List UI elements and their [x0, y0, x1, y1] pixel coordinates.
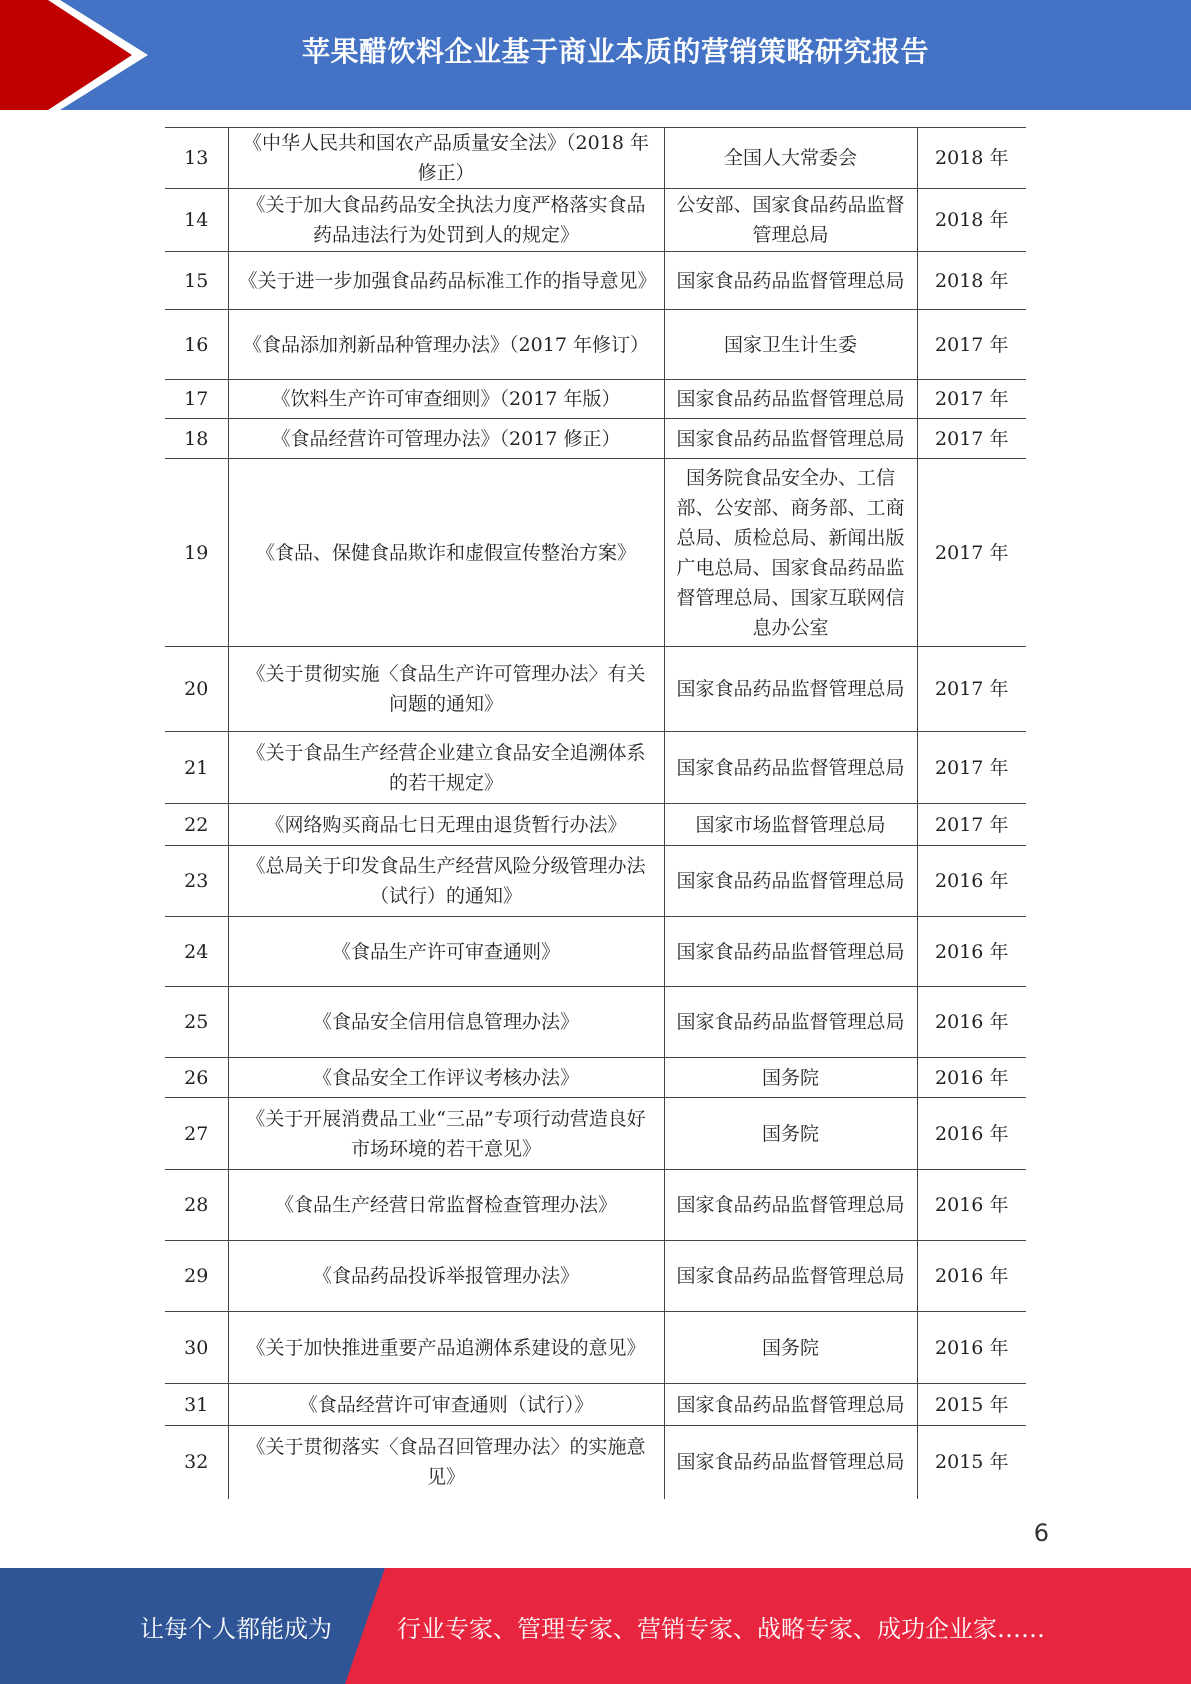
regulations-table-body [165, 128, 1026, 1499]
table-row [165, 1426, 1026, 1499]
table-row [165, 1384, 1026, 1426]
row-number: 15 [165, 252, 228, 310]
issue-year: 2016 年 [917, 846, 1026, 917]
issuing-authority: 国家食品药品监督管理总局 [664, 1426, 917, 1499]
issue-year: 2016 年 [917, 1312, 1026, 1384]
regulation-name: 《食品、保健食品欺诈和虚假宣传整治方案》 [228, 459, 664, 647]
regulation-name: 《食品生产经营日常监督检查管理办法》 [228, 1170, 664, 1241]
row-number: 20 [165, 647, 228, 732]
row-number: 17 [165, 380, 228, 419]
issue-year: 2018 年 [917, 189, 1026, 252]
footer-slogan-right: 行业专家、管理专家、营销专家、战略专家、成功企业家…… [397, 1614, 1045, 1643]
table-row [165, 128, 1026, 189]
table-row [165, 1098, 1026, 1170]
issuing-authority: 国家食品药品监督管理总局 [664, 846, 917, 917]
page-footer [0, 1568, 1191, 1684]
issue-year: 2017 年 [917, 459, 1026, 647]
issuing-authority: 国务院 [664, 1312, 917, 1384]
issuing-authority: 国家市场监督管理总局 [664, 804, 917, 846]
issuing-authority: 国家食品药品监督管理总局 [664, 1384, 917, 1426]
table-row [165, 419, 1026, 459]
issue-year: 2016 年 [917, 1170, 1026, 1241]
issue-year: 2018 年 [917, 252, 1026, 310]
issuing-authority: 国家食品药品监督管理总局 [664, 732, 917, 804]
row-number: 24 [165, 917, 228, 987]
regulation-name: 《关于食品生产经营企业建立食品安全追溯体系的若干规定》 [228, 732, 664, 804]
row-number: 19 [165, 459, 228, 647]
footer-slogan-left: 让每个人都能成为 [140, 1614, 332, 1643]
issuing-authority: 公安部、国家食品药品监督管理总局 [664, 189, 917, 252]
regulation-name: 《饮料生产许可审查细则》（2017 年版） [228, 380, 664, 419]
regulation-name: 《关于贯彻实施〈食品生产许可管理办法〉有关问题的通知》 [228, 647, 664, 732]
issuing-authority: 国务院食品安全办、工信部、公安部、商务部、工商总局、质检总局、新闻出版广电总局、国家食品药品监督管理总局、国家互联网信息办公室 [664, 459, 917, 647]
page-number: 6 [1033, 1519, 1049, 1547]
table-row [165, 189, 1026, 252]
table-row [165, 1170, 1026, 1241]
issue-year: 2017 年 [917, 419, 1026, 459]
table-row [165, 846, 1026, 917]
issue-year: 2016 年 [917, 1241, 1026, 1312]
issue-year: 2015 年 [917, 1384, 1026, 1426]
table-row [165, 987, 1026, 1058]
issuing-authority: 国家食品药品监督管理总局 [664, 380, 917, 419]
row-number: 29 [165, 1241, 228, 1312]
table-row [165, 647, 1026, 732]
regulation-name: 《关于贯彻落实〈食品召回管理办法〉的实施意见》 [228, 1426, 664, 1499]
table-row [165, 252, 1026, 310]
table-row [165, 732, 1026, 804]
table-row [165, 1058, 1026, 1098]
page-header [0, 0, 1191, 110]
regulation-name: 《食品药品投诉举报管理办法》 [228, 1241, 664, 1312]
row-number: 23 [165, 846, 228, 917]
regulation-name: 《中华人民共和国农产品质量安全法》（2018 年修正） [228, 128, 664, 189]
issuing-authority: 国家食品药品监督管理总局 [664, 917, 917, 987]
issue-year: 2016 年 [917, 1098, 1026, 1170]
issue-year: 2016 年 [917, 987, 1026, 1058]
issuing-authority: 国家卫生计生委 [664, 310, 917, 380]
row-number: 26 [165, 1058, 228, 1098]
row-number: 16 [165, 310, 228, 380]
row-number: 22 [165, 804, 228, 846]
regulation-name: 《关于加大食品药品安全执法力度严格落实食品药品违法行为处罚到人的规定》 [228, 189, 664, 252]
row-number: 32 [165, 1426, 228, 1499]
regulations-table [165, 127, 1026, 1499]
table-row [165, 1312, 1026, 1384]
regulation-name: 《关于开展消费品工业“三品”专项行动营造良好市场环境的若干意见》 [228, 1098, 664, 1170]
issuing-authority: 全国人大常委会 [664, 128, 917, 189]
regulation-name: 《网络购买商品七日无理由退货暂行办法》 [228, 804, 664, 846]
table-row [165, 917, 1026, 987]
table-row [165, 459, 1026, 647]
issuing-authority: 国家食品药品监督管理总局 [664, 1241, 917, 1312]
issue-year: 2017 年 [917, 310, 1026, 380]
table-row [165, 804, 1026, 846]
issue-year: 2015 年 [917, 1426, 1026, 1499]
table-row [165, 380, 1026, 419]
regulation-name: 《关于进一步加强食品药品标准工作的指导意见》 [228, 252, 664, 310]
row-number: 30 [165, 1312, 228, 1384]
issuing-authority: 国家食品药品监督管理总局 [664, 1170, 917, 1241]
regulation-name: 《食品经营许可审查通则（试行）》 [228, 1384, 664, 1426]
issuing-authority: 国家食品药品监督管理总局 [664, 252, 917, 310]
regulation-name: 《食品添加剂新品种管理办法》（2017 年修订） [228, 310, 664, 380]
row-number: 31 [165, 1384, 228, 1426]
regulation-name: 《食品安全工作评议考核办法》 [228, 1058, 664, 1098]
issue-year: 2017 年 [917, 380, 1026, 419]
row-number: 25 [165, 987, 228, 1058]
regulation-name: 《食品生产许可审查通则》 [228, 917, 664, 987]
row-number: 28 [165, 1170, 228, 1241]
regulation-name: 《食品安全信用信息管理办法》 [228, 987, 664, 1058]
table-row [165, 310, 1026, 380]
table-row [165, 1241, 1026, 1312]
issue-year: 2016 年 [917, 917, 1026, 987]
issue-year: 2016 年 [917, 1058, 1026, 1098]
issue-year: 2017 年 [917, 732, 1026, 804]
issue-year: 2018 年 [917, 128, 1026, 189]
issuing-authority: 国家食品药品监督管理总局 [664, 419, 917, 459]
regulation-name: 《关于加快推进重要产品追溯体系建设的意见》 [228, 1312, 664, 1384]
row-number: 21 [165, 732, 228, 804]
regulation-name: 《总局关于印发食品生产经营风险分级管理办法（试行）的通知》 [228, 846, 664, 917]
issuing-authority: 国务院 [664, 1098, 917, 1170]
row-number: 27 [165, 1098, 228, 1170]
issuing-authority: 国务院 [664, 1058, 917, 1098]
document-title: 苹果醋饮料企业基于商业本质的营销策略研究报告 [301, 35, 929, 68]
issue-year: 2017 年 [917, 647, 1026, 732]
issuing-authority: 国家食品药品监督管理总局 [664, 987, 917, 1058]
row-number: 14 [165, 189, 228, 252]
issue-year: 2017 年 [917, 804, 1026, 846]
row-number: 18 [165, 419, 228, 459]
row-number: 13 [165, 128, 228, 189]
regulation-name: 《食品经营许可管理办法》（2017 修正） [228, 419, 664, 459]
issuing-authority: 国家食品药品监督管理总局 [664, 647, 917, 732]
